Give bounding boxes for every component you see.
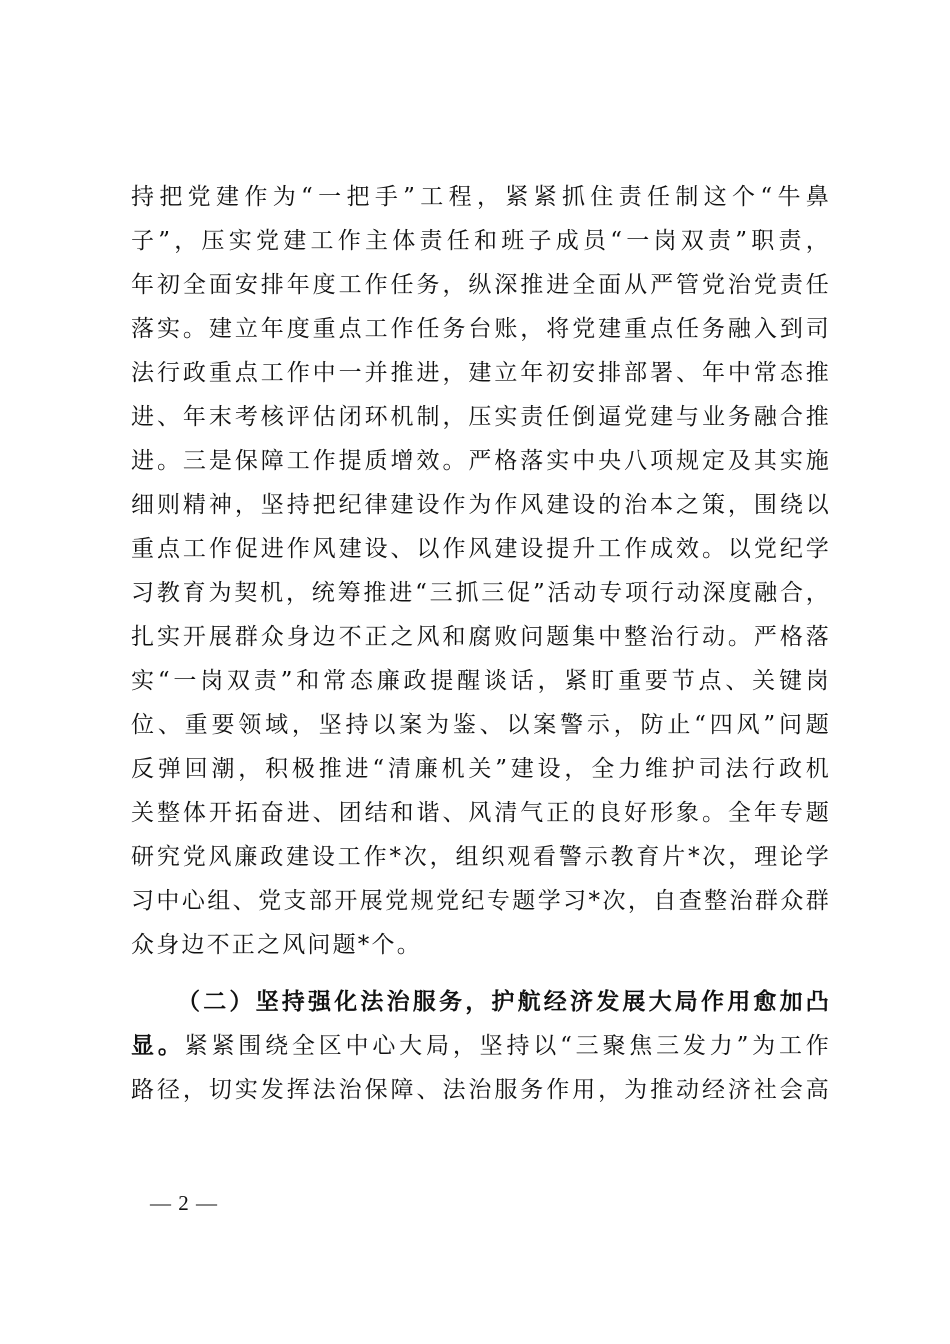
text-line: 持把党建作为“一把手”工程，紧紧抓住责任制这个“牛鼻 [131, 184, 831, 210]
text-line-rest: 紧紧围绕全区中心大局，坚持以“三聚焦三发力”为工作 [184, 1033, 831, 1059]
page-number: — 2 — [150, 1191, 218, 1215]
text-line: 习中心组、党支部开展党规党纪专题学习*次，自查整治群众群 [131, 888, 831, 914]
text-line: 习教育为契机，统筹推进“三抓三促”活动专项行动深度融合， [131, 580, 831, 606]
text-line: 研究党风廉政建设工作*次，组织观看警示教育片*次，理论学 [131, 844, 831, 870]
text-line: 重点工作促进作风建设、以作风建设提升工作成效。以党纪学 [131, 536, 831, 562]
section-heading-end: 显。 [131, 1032, 185, 1059]
section-heading: （二）坚持强化法治服务，护航经济发展大局作用愈加凸 [177, 988, 831, 1015]
text-line: 落实。建立年度重点工作任务台账，将党建重点任务融入到司 [131, 316, 831, 342]
text-line: 年初全面安排年度工作任务，纵深推进全面从严管党治党责任 [131, 272, 831, 298]
text-line: 实“一岗双责”和常态廉政提醒谈话，紧盯重要节点、关键岗 [131, 668, 831, 694]
text-line: 路径，切实发挥法治保障、法治服务作用，为推动经济社会高 [131, 1077, 831, 1103]
text-line: 众身边不正之风问题*个。 [131, 932, 422, 958]
text-line: 细则精神，坚持把纪律建设作为作风建设的治本之策，围绕以 [131, 492, 831, 518]
text-line [131, 1024, 831, 1068]
text-line: 进、年末考核评估闭环机制，压实责任倒逼党建与业务融合推 [131, 404, 831, 430]
text-line: 扎实开展群众身边不正之风和腐败问题集中整治行动。严格落 [131, 624, 831, 650]
text-line: 进。三是保障工作提质增效。严格落实中央八项规定及其实施 [131, 448, 831, 474]
text-line: 子”，压实党建工作主体责任和班子成员“一岗双责”职责， [131, 228, 831, 254]
paragraph-gap [131, 967, 831, 980]
text-line: 反弹回潮，积极推进“清廉机关”建设，全力维护司法行政机 [131, 756, 831, 782]
text-line: 法行政重点工作中一并推进，建立年初安排部署、年中常态推 [131, 360, 831, 386]
document-body [131, 175, 831, 1112]
text-line: 关整体开拓奋进、团结和谐、风清气正的良好形象。全年专题 [131, 800, 831, 826]
text-line: 位、重要领域，坚持以案为鉴、以案警示，防止“四风”问题 [131, 712, 831, 738]
